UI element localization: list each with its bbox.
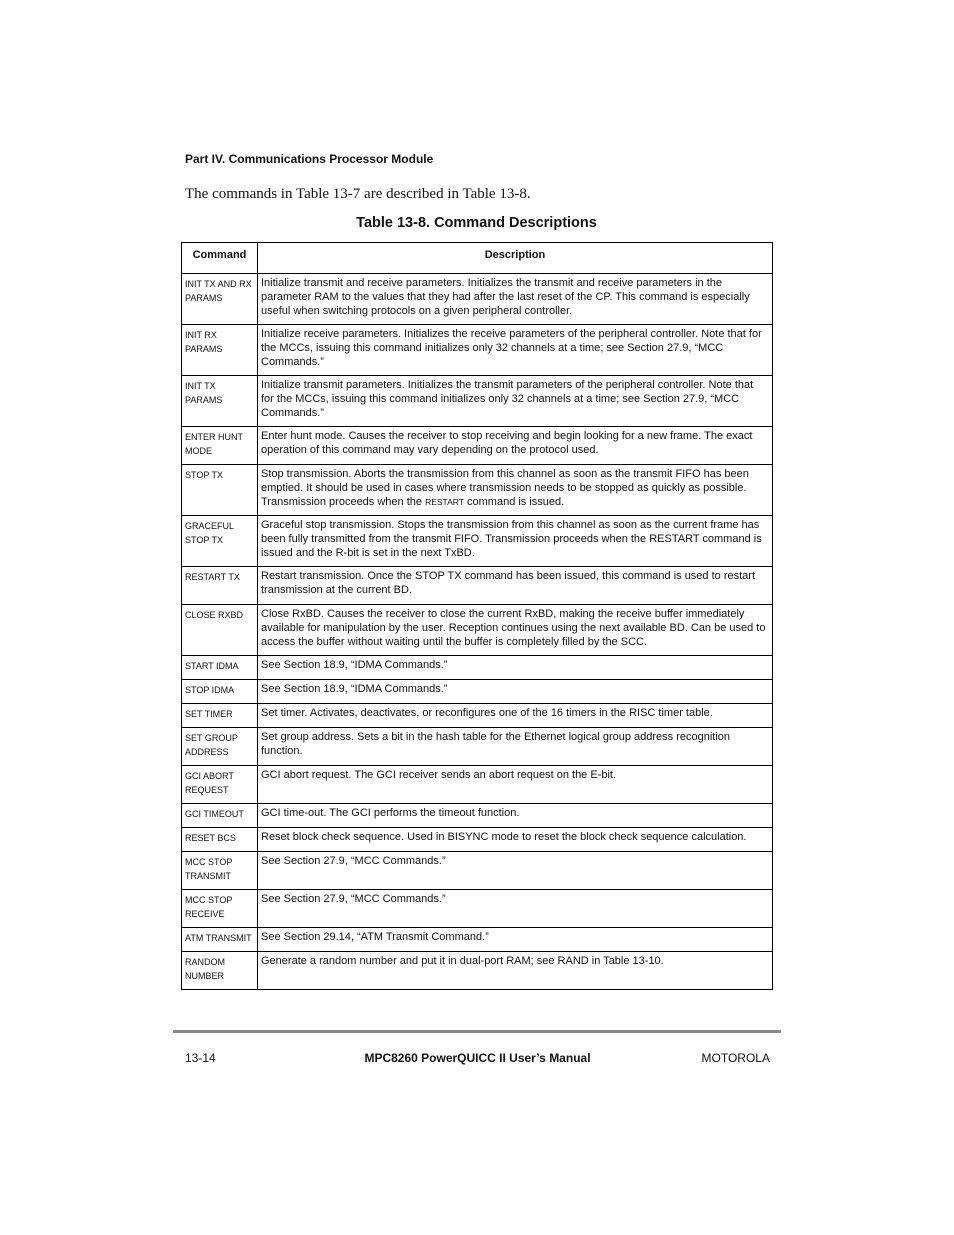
table-row — [182, 704, 773, 728]
description-cell: GCI abort request. The GCI receiver sends an abort request on the E-bit. — [258, 766, 773, 804]
command-cell: GCI ABORT REQUEST — [182, 766, 258, 804]
description-text: command is issued. — [463, 495, 565, 508]
command-cell: GRACEFUL STOP TX — [182, 516, 258, 567]
command-cell: ATM TRANSMIT — [182, 928, 258, 952]
description-cell: Close RxBD. Causes the receiver to close the current RxBD, making the receive buffer immediately available for manipulation by the user. Reception continues using the next available BD. Can be used to access the buffer without waiting until the buffer is completely filled by the SCC. — [258, 605, 773, 656]
table-row — [182, 656, 773, 680]
command-cell: RESTART TX — [182, 567, 258, 605]
command-cell: ENTER HUNT MODE — [182, 427, 258, 465]
command-cell: INIT TX PARAMS — [182, 376, 258, 427]
table-row — [182, 728, 773, 766]
table-row — [182, 680, 773, 704]
command-cell: MCC STOP RECEIVE — [182, 890, 258, 928]
page-number: 13-14 — [185, 1051, 216, 1065]
table-header-row — [182, 243, 773, 274]
description-cell: Restart transmission. Once the STOP TX command has been issued, this command is used to restart transmission at the current BD. — [258, 567, 773, 605]
command-cell: SET TIMER — [182, 704, 258, 728]
command-cell: STOP TX — [182, 465, 258, 516]
table-row — [182, 376, 773, 427]
table-row — [182, 890, 773, 928]
description-cell: See Section 27.9, “MCC Commands.” — [258, 852, 773, 890]
description-cell: Initialize transmit parameters. Initializes the transmit parameters of the peripheral controller. Note that for the MCCs, issuing this command initializes only 32 channels at a time; see Section 27.9, “MCC Commands.” — [258, 376, 773, 427]
table-row — [182, 928, 773, 952]
command-cell: STOP IDMA — [182, 680, 258, 704]
description-cell: See Section 18.9, “IDMA Commands.” — [258, 656, 773, 680]
command-cell: INIT RX PARAMS — [182, 325, 258, 376]
description-cell: Generate a random number and put it in dual-port RAM; see RAND in Table 13-10. — [258, 952, 773, 990]
description-cell: GCI time-out. The GCI performs the timeout function. — [258, 804, 773, 828]
table-row — [182, 766, 773, 804]
command-descriptions-table — [181, 242, 773, 990]
footer-rule — [173, 1030, 781, 1033]
description-text: Stop transmission. Aborts the transmission from this channel as soon as the transmit FIFO has been emptied. It should be used in cases where transmission needs to be stopped as quickly as possible. Transmission proceeds when the — [261, 468, 749, 508]
description-cell: See Section 18.9, “IDMA Commands.” — [258, 680, 773, 704]
table-row — [182, 567, 773, 605]
command-cell: INIT TX AND RX PARAMS — [182, 274, 258, 325]
description-cell: Initialize transmit and receive parameters. Initializes the transmit and receive parameters in the parameter RAM to the values that they had after the last reset of the CP. This command is especially useful when switching protocols on a given peripheral controller. — [258, 274, 773, 325]
table-row — [182, 427, 773, 465]
description-cell: See Section 29.14, “ATM Transmit Command.” — [258, 928, 773, 952]
command-cell: SET GROUP ADDRESS — [182, 728, 258, 766]
company-name: MOTOROLA — [701, 1051, 770, 1065]
table-row — [182, 828, 773, 852]
command-cell: GCI TIMEOUT — [182, 804, 258, 828]
command-cell: MCC STOP TRANSMIT — [182, 852, 258, 890]
table-row — [182, 852, 773, 890]
description-cell: Initialize receive parameters. Initializes the receive parameters of the peripheral controller. Note that for the MCCs, issuing this command initializes only 32 channels at a time; see Section 27.9, “MCC Commands.” — [258, 325, 773, 376]
description-cell: Reset block check sequence. Used in BISYNC mode to reset the block check sequence calculation. — [258, 828, 773, 852]
command-cell: RESET BCS — [182, 828, 258, 852]
table-row — [182, 325, 773, 376]
table-row — [182, 274, 773, 325]
table-title: Table 13-8. Command Descriptions — [356, 215, 597, 231]
command-cell: START IDMA — [182, 656, 258, 680]
table-row — [182, 465, 773, 516]
table-row — [182, 605, 773, 656]
column-header-description: Description — [258, 243, 773, 274]
restart-smallcaps: RESTART — [425, 496, 464, 507]
description-cell: Set group address. Sets a bit in the hash table for the Ethernet logical group address recognition function. — [258, 728, 773, 766]
description-cell: See Section 27.9, “MCC Commands.” — [258, 890, 773, 928]
manual-title: MPC8260 PowerQUICC II User’s Manual — [364, 1051, 591, 1065]
running-head: Part IV. Communications Processor Module — [185, 152, 434, 166]
table-row — [182, 516, 773, 567]
description-cell — [258, 465, 773, 516]
command-cell: CLOSE RXBD — [182, 605, 258, 656]
table-row — [182, 952, 773, 990]
description-cell: Graceful stop transmission. Stops the transmission from this channel as soon as the current frame has been fully transmitted from the transmit FIFO. Transmission proceeds when the RESTART command is issued and the R-bit is set in the next TxBD. — [258, 516, 773, 567]
command-cell: RANDOM NUMBER — [182, 952, 258, 990]
column-header-command: Command — [182, 243, 258, 274]
description-cell: Set timer. Activates, deactivates, or reconfigures one of the 16 timers in the RISC timer table. — [258, 704, 773, 728]
table-row — [182, 804, 773, 828]
description-cell: Enter hunt mode. Causes the receiver to stop receiving and begin looking for a new frame. The exact operation of this command may vary depending on the protocol used. — [258, 427, 773, 465]
intro-text: The commands in Table 13-7 are described in Table 13-8. — [185, 186, 531, 202]
